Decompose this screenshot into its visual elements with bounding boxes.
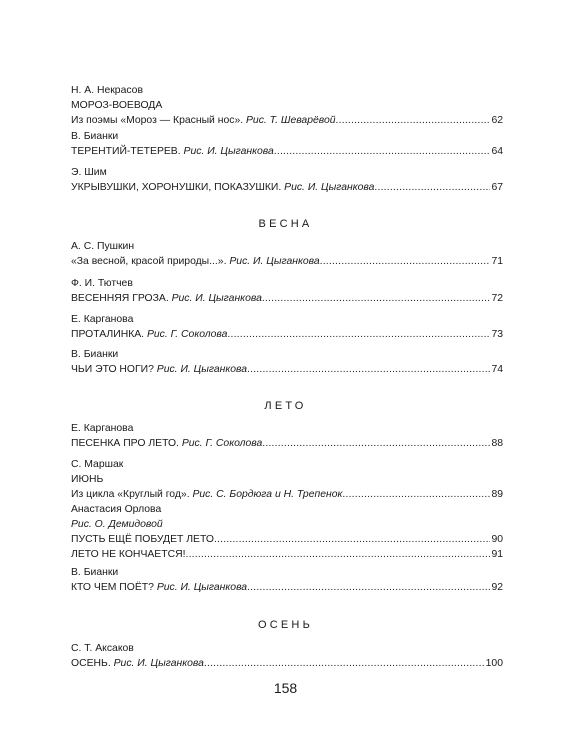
entry-illustrator: Рис. Г. Соколова: [146, 329, 228, 340]
toc-line[interactable]: [71, 487, 503, 502]
entry-title: ТЕРЕНТИЙ-ТЕТЕРЕВ.: [71, 146, 184, 157]
author-name: Ф. И. Тютчев: [71, 278, 133, 289]
section-heading-spring: ВЕСНА: [258, 218, 313, 230]
toc-line[interactable]: [71, 180, 503, 195]
entry-title: ПЕСЕНКА ПРО ЛЕТО.: [71, 438, 182, 449]
entry-illustrator: Рис. Т. Шеварёвой: [246, 115, 336, 126]
author-name: Анастасия Орлова: [71, 504, 162, 515]
illustrator-credit: Рис. О. Демидовой: [71, 519, 163, 530]
toc-group: [71, 641, 503, 671]
entry-page-number: 92: [491, 582, 503, 593]
toc-group: [71, 276, 503, 306]
dot-leader: [247, 580, 490, 595]
toc-line[interactable]: [71, 144, 503, 159]
entry-page-number: 64: [491, 146, 503, 157]
entry-title: ОСЕНЬ.: [71, 658, 114, 669]
dot-leader: [262, 291, 491, 306]
entry-title: Из цикла «Круглый год».: [71, 489, 193, 500]
entry-page-number: 71: [491, 256, 503, 267]
toc-line[interactable]: [71, 656, 503, 671]
entry-title: ПУСТЬ ЕЩЁ ПОБУДЕТ ЛЕТО: [71, 534, 214, 545]
dot-leader: [227, 327, 490, 342]
author-name: С. Т. Аксаков: [71, 643, 134, 654]
entry-page-number: 62: [491, 115, 503, 126]
toc-group: [71, 312, 503, 342]
page-number: 158: [273, 680, 298, 696]
entry-illustrator: Рис. И. Цыганкова: [171, 293, 262, 304]
entry-illustrator: Рис. И. Цыганкова: [113, 658, 204, 669]
dot-leader: [320, 254, 491, 269]
dot-leader: [204, 656, 485, 671]
entry-title: УКРЫВУШКИ, ХОРОНУШКИ, ПОКАЗУШКИ.: [71, 182, 285, 193]
dot-leader: [336, 113, 491, 128]
toc-line[interactable]: [71, 362, 503, 377]
entry-illustrator: Рис. И. Цыганкова: [229, 256, 320, 267]
toc-group: [71, 239, 503, 269]
entry-page-number: 88: [491, 438, 503, 449]
entry-page-number: 100: [485, 658, 503, 669]
toc-line[interactable]: [71, 532, 503, 547]
author-name: А. С. Пушкин: [71, 241, 135, 252]
section-heading-autumn: ОСЕНЬ: [258, 619, 313, 631]
entry-title: «За весной, красой природы...».: [71, 256, 230, 267]
entry-title: Из поэмы «Мороз — Красный нос».: [71, 115, 246, 126]
toc-group: [71, 129, 503, 159]
toc-line[interactable]: [71, 254, 503, 269]
toc-group: [71, 347, 503, 377]
entry-page-number: 89: [491, 489, 503, 500]
section-heading-summer: ЛЕТО: [264, 400, 307, 412]
entry-page-number: 67: [491, 182, 503, 193]
author-name: С. Маршак: [71, 459, 124, 470]
author-name: Е. Карганова: [71, 314, 134, 325]
toc-line[interactable]: [71, 113, 503, 128]
entry-page-number: 90: [491, 534, 503, 545]
entry-illustrator: Рис. И. Цыганкова: [284, 182, 375, 193]
dot-leader: [274, 144, 491, 159]
author-name: Э. Шим: [71, 167, 107, 178]
toc-line[interactable]: [71, 436, 503, 451]
entry-illustrator: Рис. И. Цыганкова: [183, 146, 274, 157]
entry-illustrator: Рис. И. Цыганкова: [156, 364, 248, 375]
entry-page-number: 73: [491, 329, 503, 340]
toc-line[interactable]: [71, 580, 503, 595]
author-name: В. Бианки: [71, 567, 119, 578]
toc-line[interactable]: [71, 327, 503, 342]
toc-group: [71, 565, 503, 595]
toc-group: [71, 83, 503, 128]
author-name: В. Бианки: [71, 131, 119, 142]
entry-title: ВЕСЕННЯЯ ГРОЗА.: [71, 293, 172, 304]
entry-illustrator: Рис. И. Цыганкова: [156, 582, 248, 593]
entry-title: КТО ЧЕМ ПОЁТ?: [71, 582, 157, 593]
dot-leader: [247, 362, 490, 377]
entry-title: ЧЬИ ЭТО НОГИ?: [71, 364, 157, 375]
entry-title: ЛЕТО НЕ КОНЧАЕТСЯ!: [71, 549, 186, 560]
dot-leader: [262, 436, 490, 451]
toc-line[interactable]: [71, 291, 503, 306]
work-title: ИЮНЬ: [71, 474, 104, 485]
author-name: Н. А. Некрасов: [71, 85, 143, 96]
entry-page-number: 91: [491, 549, 503, 560]
entry-title: ПРОТАЛИНКА.: [71, 329, 147, 340]
dot-leader: [374, 180, 490, 195]
toc-group: [71, 457, 503, 502]
entry-page-number: 72: [491, 293, 503, 304]
dot-leader: [342, 487, 490, 502]
toc-group: [71, 421, 503, 451]
toc-group: [71, 502, 503, 562]
toc-group: [71, 165, 503, 195]
work-title: МОРОЗ-ВОЕВОДА: [71, 100, 163, 111]
toc-line[interactable]: [71, 547, 503, 562]
dot-leader: [185, 547, 490, 562]
entry-page-number: 74: [491, 364, 503, 375]
entry-illustrator: Рис. С. Бордюга и Н. Трепенок: [192, 489, 343, 500]
author-name: Е. Карганова: [71, 423, 134, 434]
dot-leader: [214, 532, 490, 547]
entry-illustrator: Рис. Г. Соколова: [181, 438, 263, 449]
author-name: В. Бианки: [71, 349, 119, 360]
